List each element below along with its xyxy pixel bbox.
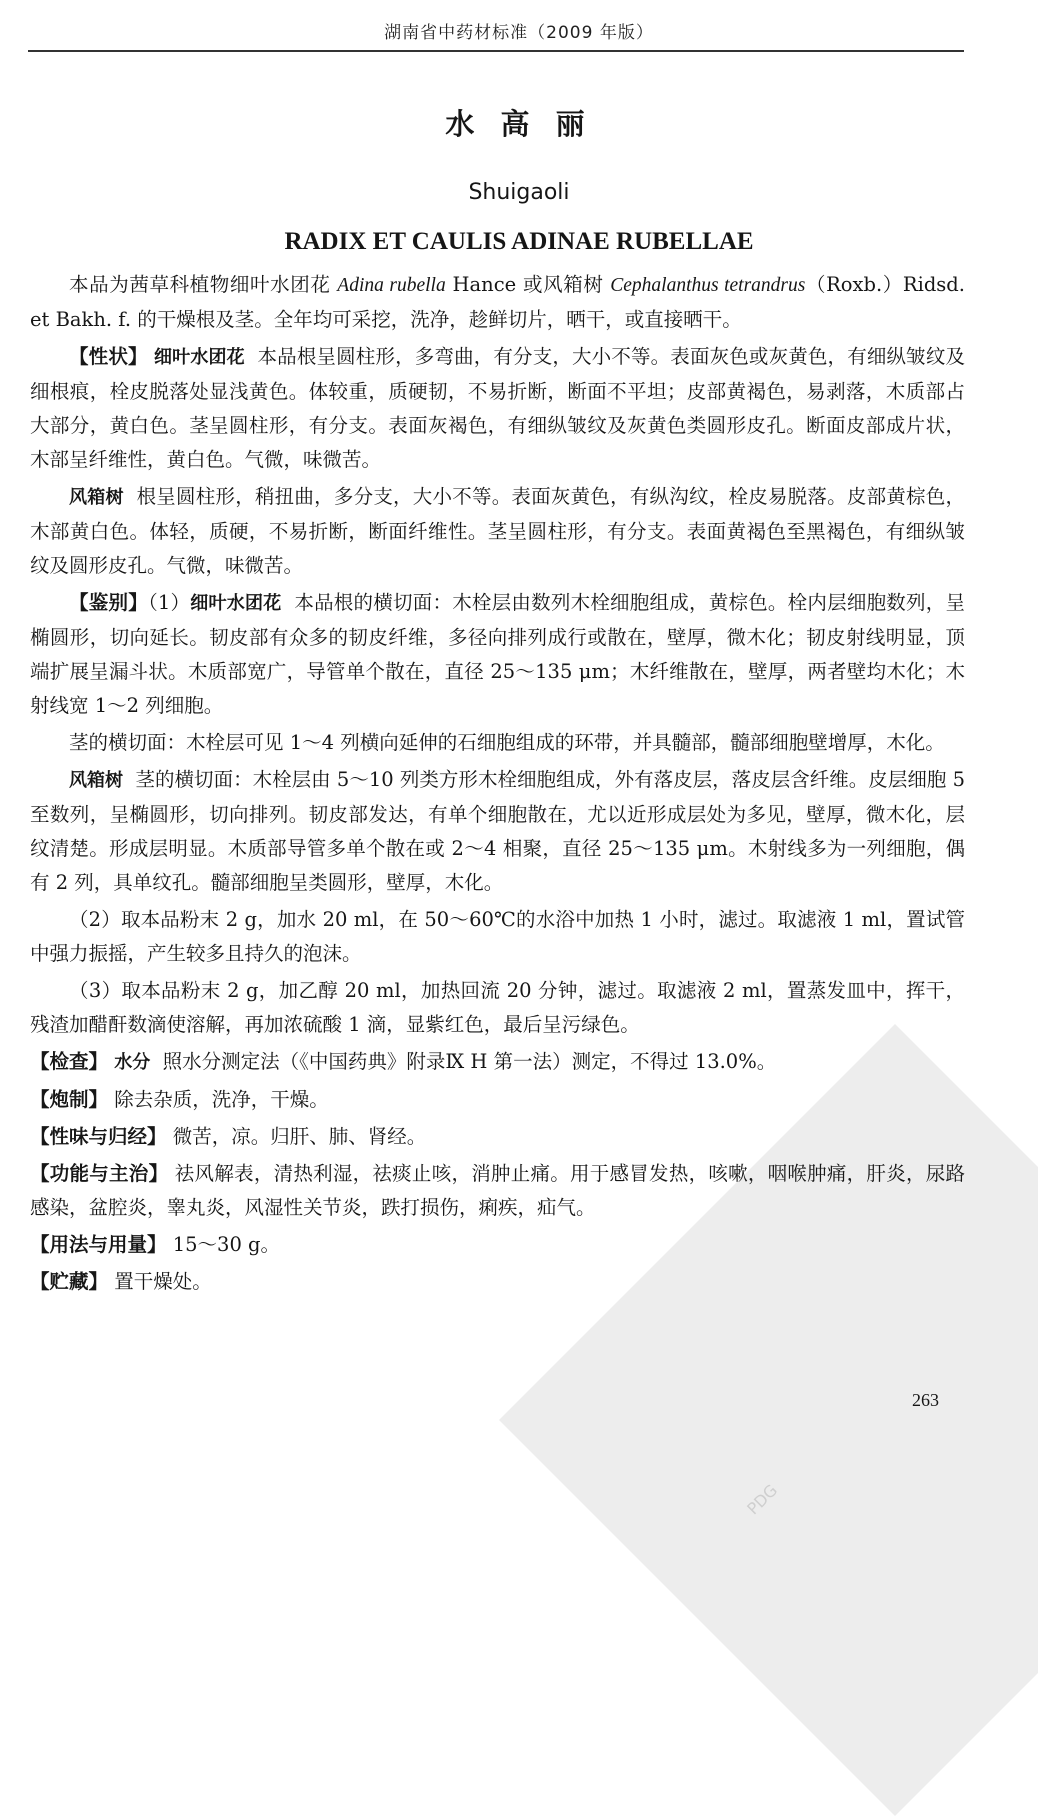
- identification-section: 【鉴别】（1）细叶水团花 本品根的横切面：木栓层由数列木栓细胞组成，黄棕色。栓内层细胞数列，呈椭圆形，切向延长。韧皮部有众多的韧皮纤维，多径向排列成行或散在，壁厚，微木化；韧皮射线明显，顶端扩展呈漏斗状。木质部宽广，导管单个散在，直径 25～135 μm；木纤维散在，壁厚，两者壁均木化；木射线宽 1～2 列细胞。: [30, 591, 965, 717]
- processing-section: 【炮制】 除去杂质，洗净，干燥。: [30, 1088, 329, 1111]
- section-label-processing: 【炮制】: [30, 1088, 109, 1111]
- latin-name: RADIX ET CAULIS ADINAE RUBELLAE: [284, 228, 754, 255]
- running-header: 湖南省中药材标准（2009 年版）: [384, 23, 654, 43]
- watermark-label: PDG: [743, 1480, 782, 1519]
- section-label-dosage: 【用法与用量】: [30, 1233, 167, 1256]
- storage-section: 【贮藏】 置干燥处。: [30, 1270, 212, 1293]
- species-label: 细叶水团花: [190, 593, 282, 614]
- function-section: 【功能与主治】 祛风解表，清热利湿，祛痰止咳，消肿止痛。用于感冒发热，咳嗽，咽喉肿痛，肝炎，尿路感染，盆腔炎，睾丸炎，风湿性关节炎，跌打损伤，痢疾，疝气。: [30, 1162, 965, 1219]
- page-number: 263: [912, 1390, 939, 1410]
- intro-paragraph: 本品为茜草科植物细叶水团花 Adina rubella Hance 或风箱树 Cephalanthus tetrandrus（Roxb.）Ridsd. et Bakh. f. 的干燥根及茎。全年均可采挖，洗净，趁鲜切片，晒干，或直接晒干。: [30, 273, 965, 331]
- property-section: 【性味与归经】 微苦，凉。归肝、肺、肾经。: [30, 1125, 427, 1148]
- monograph-body: [30, 268, 965, 1302]
- identification-test-2: （2）取本品粉末 2 g，加水 20 ml，在 50～60℃的水浴中加热 1 小时，滤过。取滤液 1 ml，置试管中强力振摇，产生较多且持久的泡沫。: [30, 908, 965, 965]
- test-section: 【检查】 水分 照水分测定法（《中国药典》附录Ⅸ H 第一法）测定，不得过 13.0%。: [30, 1050, 777, 1073]
- description-section: 【性状】 细叶水团花 本品根呈圆柱形，多弯曲，有分支，大小不等。表面灰色或灰黄色，有细纵皱纹及细根痕，栓皮脱落处显浅黄色。体较重，质硬韧，不易折断，断面不平坦；皮部黄褐色，易剥落，木质部占大部分，黄白色。茎呈圆柱形，有分支。表面灰褐色，有细纵皱纹及灰黄色类圆形皮孔。断面皮部成片状，木部呈纤维性，黄白色。气微，味微苦。: [30, 345, 965, 471]
- pinyin-name: Shuigaoli: [468, 180, 570, 205]
- section-label-storage: 【贮藏】: [30, 1270, 109, 1293]
- identification-species-2: 风箱树 茎的横切面：木栓层由 5～10 列类方形木栓细胞组成，外有落皮层，落皮层含纤维。皮层细胞 5 至数列，呈椭圆形，切向排列。韧皮部发达，有单个细胞散在，尤以近形成层处为多见，壁厚，微木化，层纹清楚。形成层明显。木质部导管多单个散在或 2～4 相聚，直径 25～135 μm。木射线多为一列细胞，偶有 2 列，具单纹孔。髓部细胞呈类圆形，壁厚，木化。: [30, 768, 965, 894]
- section-label-function: 【功能与主治】: [30, 1162, 169, 1185]
- species-label: 风箱树: [69, 770, 124, 791]
- test-item-label: 水分: [114, 1052, 151, 1073]
- header-rule: [28, 50, 964, 52]
- dosage-section: 【用法与用量】 15～30 g。: [30, 1233, 281, 1256]
- identification-test-3: （3）取本品粉末 2 g，加乙醇 20 ml，加热回流 20 分钟，滤过。取滤液 2 ml，置蒸发皿中，挥干，残渣加醋酐数滴使溶解，再加浓硫酸 1 滴，显紫红色，最后呈污绿色。: [30, 979, 965, 1036]
- description-species-2: 风箱树 根呈圆柱形，稍扭曲，多分支，大小不等。表面灰黄色，有纵沟纹，栓皮易脱落。皮部黄棕色，木部黄白色。体轻，质硬，不易折断，断面纤维性。茎呈圆柱形，有分支。表面黄褐色至黑褐色，有细纵皱纹及圆形皮孔。气微，味微苦。: [30, 485, 965, 577]
- identification-stem: 茎的横切面：木栓层可见 1～4 列横向延伸的石细胞组成的环带，并具髓部，髓部细胞壁增厚，木化。: [69, 731, 945, 754]
- species-label: 风箱树: [69, 487, 124, 508]
- monograph-title: 水 高 丽: [445, 107, 593, 141]
- section-label-test: 【检查】: [30, 1050, 109, 1073]
- section-label-identification: 【鉴别】: [69, 591, 148, 614]
- section-label-description: 【性状】: [69, 345, 148, 368]
- section-label-property: 【性味与归经】: [30, 1125, 167, 1148]
- species-label: 细叶水团花: [154, 347, 245, 368]
